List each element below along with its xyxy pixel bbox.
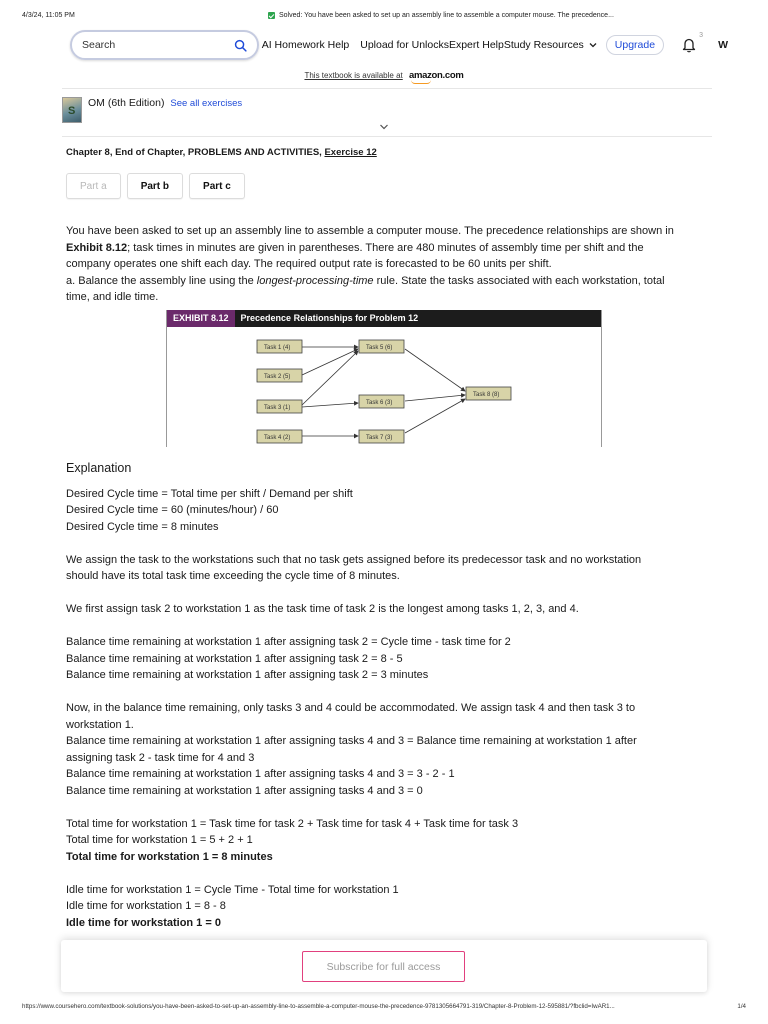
chevron-down-icon[interactable] (588, 40, 598, 50)
nav-upload-for-unlocks[interactable]: Upload for Unlocks (360, 39, 449, 51)
divider (62, 88, 712, 89)
top-navigation-bar (70, 30, 728, 60)
tab-part-c[interactable]: Part c (189, 173, 245, 199)
spacer (66, 585, 706, 602)
task-label-4: Task 4 (2) (264, 434, 291, 441)
task-label-8: Task 8 (8) (473, 391, 500, 398)
breadcrumb-exercise-link[interactable]: Exercise 12 (324, 147, 377, 158)
print-page-number: 1/4 (731, 1003, 746, 1010)
explanation-line: assigning task 2 - task time for 4 and 3 (66, 751, 255, 764)
subscribe-button[interactable]: Subscribe for full access (302, 951, 465, 982)
explanation-line: Total time for workstation 1 = 5 + 2 + 1 (66, 834, 253, 846)
edge-6-8 (405, 395, 465, 401)
chevron-down-icon[interactable] (379, 123, 389, 131)
avatar[interactable]: W (718, 39, 728, 51)
explanation-line: Balance time remaining at workstation 1 after assigning tasks 4 and 3 = Balance time remaining at workstation 1 after (66, 735, 637, 747)
explanation-heading: Explanation (66, 460, 132, 475)
checkmark-icon (268, 12, 275, 19)
explanation-line: workstation 1. (66, 718, 134, 731)
exhibit-reference: Exhibit 8.12 (66, 241, 128, 254)
explanation-body-idle (66, 882, 706, 915)
print-title-text: Solved: You have been asked to set up an assembly line to assemble a computer mouse. The precedence... (279, 12, 614, 19)
spacer (66, 618, 706, 635)
print-page-title (268, 12, 614, 19)
explanation-line: Balance time remaining at workstation 1 after assigning tasks 4 and 3 = 3 - 2 - 1 (66, 768, 455, 780)
explanation-line: We assign the task to the workstations such that no task gets assigned before its predecessor task and no workstation (66, 553, 642, 566)
explanation-line: Idle time for workstation 1 = Cycle Time - Total time for workstation 1 (66, 883, 399, 896)
part-a-suffix: rule. State the tasks associated with each workstation, total (373, 274, 665, 287)
explanation-line: Balance time remaining at workstation 1 after assigning task 2 = 8 - 5 (66, 652, 403, 665)
print-timestamp: 4/3/24, 11:05 PM (22, 12, 75, 19)
explanation-line: Balance time remaining at workstation 1 after assigning tasks 4 and 3 = 0 (66, 784, 423, 797)
explanation-line: Balance time remaining at workstation 1 after assigning task 2 = 3 minutes (66, 669, 429, 681)
divider (62, 136, 712, 137)
main-nav (262, 39, 598, 51)
subscribe-panel (61, 940, 707, 992)
explanation-body (66, 486, 706, 849)
edge-5-8 (405, 349, 465, 391)
bell-icon (680, 36, 698, 54)
task-label-2: Task 2 (5) (264, 373, 291, 380)
precedence-graph (167, 327, 602, 447)
explanation-bold-line: Idle time for workstation 1 = 0 (66, 916, 221, 929)
spacer (66, 684, 706, 701)
explanation-result (66, 915, 706, 932)
breadcrumb-path: Chapter 8, End of Chapter, PROBLEMS AND ACTIVITIES, (66, 147, 325, 158)
notifications-button[interactable] (680, 32, 704, 54)
task-label-7: Task 7 (3) (366, 434, 393, 441)
nav-study-resources[interactable]: Study Resources (503, 39, 584, 51)
amazon-logo[interactable]: amazon.com (408, 70, 464, 81)
amazon-text[interactable]: This textbook is available at (304, 71, 403, 80)
search-box[interactable] (70, 30, 259, 60)
explanation-line: Desired Cycle time = Total time per shift / Demand per shift (66, 487, 353, 500)
explanation-bold-line: Total time for workstation 1 = 8 minutes (66, 850, 273, 863)
book-title-row (88, 97, 242, 109)
book-title: OM (6th Edition) (88, 97, 165, 109)
tab-part-a[interactable]: Part a (66, 173, 121, 199)
edge-3-6 (302, 403, 358, 407)
problem-part-a (66, 273, 706, 290)
edge-7-8 (405, 399, 465, 433)
print-url: https://www.coursehero.com/textbook-solutions/you-have-been-asked-to-set-up-an-assembly-line-to-assemble-a-computer-mouse-the-precedence-9781305664791-319/Chapter-8-Problem-12-595881/?fbclid=IwAR1... (22, 1003, 615, 1010)
task-label-1: Task 1 (4) (264, 344, 291, 351)
nav-ai-homework-help[interactable]: AI Homework Help (261, 39, 350, 51)
breadcrumb (66, 147, 377, 158)
explanation-line: Desired Cycle time = 8 minutes (66, 520, 219, 533)
exhibit-tag: EXHIBIT 8.12 (167, 310, 235, 327)
problem-line: You have been asked to set up an assembly line to assemble a computer mouse. The precedence relationships are shown in (66, 225, 674, 237)
upgrade-button[interactable]: Upgrade (606, 35, 664, 55)
explanation-line: We first assign task 2 to workstation 1 as the task time of task 2 is the longest among tasks 1, 2, 3, and 4. (66, 603, 579, 615)
task-label-3: Task 3 (1) (264, 404, 291, 411)
book-header (62, 97, 242, 123)
edge-3-5 (302, 351, 358, 405)
task-label-6: Task 6 (3) (366, 399, 393, 406)
problem-line: time, and idle time. (66, 291, 159, 303)
spacer (66, 535, 706, 552)
search-input[interactable] (82, 39, 234, 51)
print-header (22, 12, 746, 22)
part-a-prefix: a. Balance the assembly line using the (66, 274, 257, 287)
explanation-line: Balance time remaining at workstation 1 after assigning task 2 = Cycle time - task time for 2 (66, 636, 511, 648)
problem-line (66, 240, 706, 257)
exhibit-header (167, 310, 601, 327)
problem-text: ; task times in minutes are given in parentheses. There are 480 minutes of assembly time per shift and the (127, 241, 644, 254)
solution-content (66, 223, 706, 931)
part-tabs (66, 173, 245, 199)
spacer (66, 799, 706, 816)
problem-line: company operates one shift each day. The required output rate is forecasted to be 60 units per shift. (66, 258, 552, 270)
explanation-result (66, 849, 706, 866)
amazon-availability[interactable] (0, 70, 768, 81)
precedence-diagram (166, 310, 602, 447)
explanation-line: Total time for workstation 1 = Task time for task 2 + Task time for task 4 + Task time for task 3 (66, 817, 519, 830)
explanation-line: Idle time for workstation 1 = 8 - 8 (66, 900, 226, 912)
explanation-line: should have its total task time exceeding the cycle time of 8 minutes. (66, 570, 400, 582)
exhibit-title: Precedence Relationships for Problem 12 (240, 312, 419, 323)
see-all-exercises-link[interactable]: See all exercises (170, 98, 243, 109)
explanation-line: Desired Cycle time = 60 (minutes/hour) / 60 (66, 504, 279, 516)
spacer (66, 865, 706, 882)
explanation-line: Now, in the balance time remaining, only tasks 3 and 4 could be accommodated. We assign task 4 and then task 3 to (66, 702, 636, 714)
tab-part-b[interactable]: Part b (127, 173, 183, 199)
book-cover-image[interactable] (62, 97, 82, 123)
part-a-rule: longest-processing-time (256, 274, 374, 287)
search-icon[interactable] (234, 39, 247, 52)
notification-count: 3 (699, 32, 704, 39)
edge-2-5 (302, 349, 358, 375)
print-footer (22, 1003, 746, 1010)
nav-expert-help[interactable]: Expert Help (448, 39, 504, 51)
task-label-5: Task 5 (6) (366, 344, 393, 351)
